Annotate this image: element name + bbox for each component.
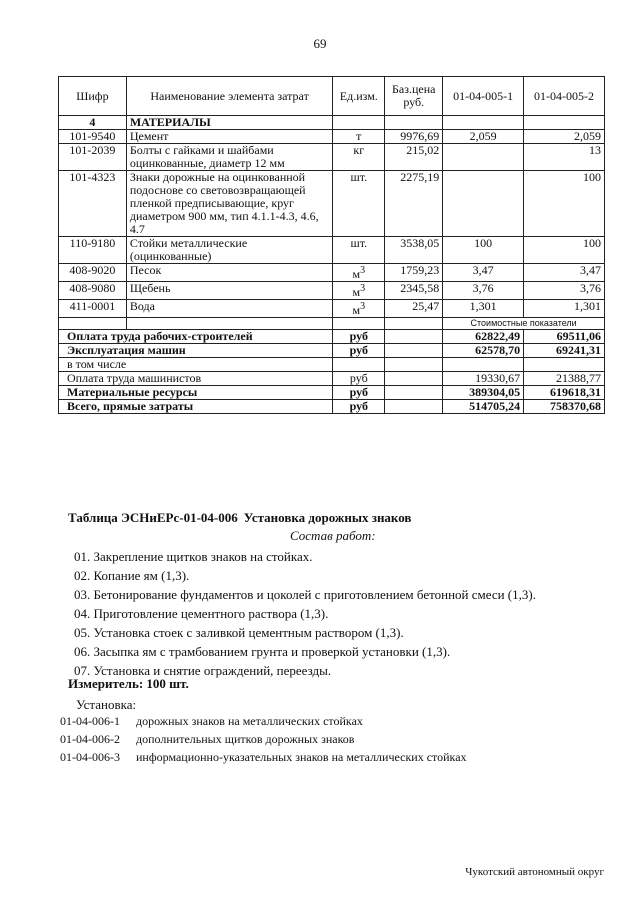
table-row [59, 237, 605, 264]
cost-header-spacer [126, 318, 332, 330]
row-value-2: 100 [524, 171, 605, 237]
cost-name: Оплата труда машинистов [59, 372, 333, 386]
resource-table [58, 76, 605, 414]
cost-unit: руб [333, 386, 385, 400]
row-name: Песок [126, 264, 332, 282]
row-unit [333, 300, 385, 318]
row-value-2: 13 [524, 144, 605, 171]
cost-spacer [385, 386, 443, 400]
row-price: 3538,05 [385, 237, 443, 264]
installation-code: 01-04-006-2 [60, 732, 120, 746]
works-list [74, 547, 536, 680]
installation-text: информационно-указательных знаков на металлических стойках [136, 750, 467, 764]
header-unit: Ед.изм. [333, 77, 385, 116]
installation-code: 01-04-006-3 [60, 750, 120, 764]
row-code: 408-9080 [59, 282, 127, 300]
row-unit-sup: 3 [360, 301, 366, 312]
cost-unit: руб [333, 344, 385, 358]
row-value-2: 1,301 [524, 300, 605, 318]
row-value-1 [443, 144, 524, 171]
work-item: 02. Копание ям (1,3). [74, 568, 190, 583]
row-code: 408-9020 [59, 264, 127, 282]
row-code: 101-2039 [59, 144, 127, 171]
row-price: 9976,69 [385, 130, 443, 144]
table-row [59, 144, 605, 171]
cost-name: Оплата труда рабочих-строителей [59, 330, 333, 344]
header-price: Баз.цена руб. [385, 77, 443, 116]
installation-text: дополнительных щитков дорожных знаков [136, 732, 355, 746]
table-row [59, 130, 605, 144]
work-item: 01. Закрепление щитков знаков на стойках. [74, 549, 313, 564]
table-title [62, 510, 411, 526]
row-value-1 [443, 171, 524, 237]
section-code: 4 [59, 116, 127, 130]
row-value-2: 3,47 [524, 264, 605, 282]
row-name: Вода [126, 300, 332, 318]
cost-name: Материальные ресурсы [59, 386, 333, 400]
cost-spacer [385, 400, 443, 414]
header-code: Шифр [59, 77, 127, 116]
cost-name: Всего, прямые затраты [59, 400, 333, 414]
cost-name: в том числе [59, 358, 333, 372]
cost-spacer [385, 344, 443, 358]
cost-name: Эксплуатация машин [59, 344, 333, 358]
row-unit-text: т [356, 129, 362, 143]
row-value-2: 2,059 [524, 130, 605, 144]
cost-spacer [385, 358, 443, 372]
table-title-label: Таблица ЭСНиЕРс-01-04-006 [68, 510, 238, 525]
row-price: 25,47 [385, 300, 443, 318]
row-name: Цемент [126, 130, 332, 144]
installation-item [60, 730, 467, 748]
work-item: 06. Засыпка ям с трамбованием грунта и проверкой установки (1,3). [74, 644, 451, 659]
footer-region: Чукотский автономный округ [465, 866, 604, 878]
row-unit-text: шт. [350, 236, 368, 250]
row-price: 1759,23 [385, 264, 443, 282]
page-number: 69 [313, 36, 327, 51]
row-name: Болты с гайками и шайбами оцинкованные, диаметр 12 мм [126, 144, 332, 171]
table-row [59, 264, 605, 282]
cost-value-1: 19330,67 [443, 372, 524, 386]
row-unit [333, 264, 385, 282]
cost-row [59, 372, 605, 386]
row-code: 411-0001 [59, 300, 127, 318]
row-value-1: 2,059 [443, 130, 524, 144]
installation-label: Установка: [76, 697, 137, 712]
table-header-row [59, 77, 605, 116]
works-heading: Состав работ: [290, 528, 376, 543]
installation-list [60, 712, 467, 766]
row-unit [333, 171, 385, 237]
row-unit-sup: 3 [360, 283, 366, 294]
work-item: 05. Установка стоек с заливкой цементным раствором (1,3). [74, 625, 404, 640]
row-unit-text: м [352, 267, 361, 281]
header-col-2: 01-04-005-2 [524, 77, 605, 116]
row-code: 110-9180 [59, 237, 127, 264]
row-price: 215,02 [385, 144, 443, 171]
row-unit-text: м [352, 303, 361, 317]
row-unit [333, 237, 385, 264]
row-value-1: 100 [443, 237, 524, 264]
cost-value-1: 389304,05 [443, 386, 524, 400]
cost-row [59, 386, 605, 400]
work-item: 07. Установка и снятие ограждений, переезды. [74, 663, 332, 678]
cost-spacer [385, 372, 443, 386]
meter: Измеритель: 100 шт. [68, 676, 189, 691]
row-name: Стойки металлические (оцинкованные) [126, 237, 332, 264]
table-row [59, 300, 605, 318]
cost-row [59, 330, 605, 344]
cost-row [59, 358, 605, 372]
row-unit-text: м [352, 285, 361, 299]
cost-header-row [59, 318, 605, 330]
header-col-1: 01-04-005-1 [443, 77, 524, 116]
cost-value-1 [443, 358, 524, 372]
cost-unit: руб [333, 372, 385, 386]
row-unit-text: шт. [350, 170, 368, 184]
row-unit [333, 130, 385, 144]
row-unit-text: кг [353, 143, 365, 157]
cost-value-2: 69241,31 [524, 344, 605, 358]
row-code: 101-4323 [59, 171, 127, 237]
cost-unit: руб [333, 400, 385, 414]
row-name: Знаки дорожные на оцинкованной подосновe со световозвращающей пленкой предписывающие, круг диаметром 900 мм, тип 4.1.1-4.3, 4.6, 4.7 [126, 171, 332, 237]
header-name: Наименование элемента затрат [126, 77, 332, 116]
table-row [59, 282, 605, 300]
cost-row [59, 400, 605, 414]
row-value-1: 3,76 [443, 282, 524, 300]
cost-header-spacer [385, 318, 443, 330]
row-price: 2275,19 [385, 171, 443, 237]
section-row [59, 116, 605, 130]
cost-unit [333, 358, 385, 372]
cost-row [59, 344, 605, 358]
section-name: МАТЕРИАЛЫ [126, 116, 332, 130]
cost-value-2: 21388,77 [524, 372, 605, 386]
row-code: 101-9540 [59, 130, 127, 144]
row-value-1: 3,47 [443, 264, 524, 282]
row-value-2: 100 [524, 237, 605, 264]
row-name: Щебень [126, 282, 332, 300]
row-unit-sup: 3 [360, 265, 366, 276]
cost-value-1: 514705,24 [443, 400, 524, 414]
row-unit [333, 282, 385, 300]
cost-header: Стоимостные показатели [443, 318, 605, 330]
work-item: 04. Приготовление цементного раствора (1,3). [74, 606, 329, 621]
cost-value-1: 62578,70 [443, 344, 524, 358]
row-value-2: 3,76 [524, 282, 605, 300]
table-row [59, 171, 605, 237]
cost-value-2: 69511,06 [524, 330, 605, 344]
installation-item [60, 712, 467, 730]
cost-spacer [385, 330, 443, 344]
installation-item [60, 748, 467, 766]
table-title-name: Установка дорожных знаков [243, 510, 412, 525]
installation-text: дорожных знаков на металлических стойках [136, 714, 363, 728]
cost-value-2 [524, 358, 605, 372]
cost-unit: руб [333, 330, 385, 344]
cost-value-1: 62822,49 [443, 330, 524, 344]
row-unit [333, 144, 385, 171]
work-item: 03. Бетонирование фундаментов и цоколей с приготовлением бетонной смеси (1,3). [74, 587, 536, 602]
installation-code: 01-04-006-1 [60, 714, 120, 728]
cost-value-2: 619618,31 [524, 386, 605, 400]
row-value-1: 1,301 [443, 300, 524, 318]
cost-header-spacer [333, 318, 385, 330]
cost-header-spacer [59, 318, 127, 330]
row-price: 2345,58 [385, 282, 443, 300]
cost-value-2: 758370,68 [524, 400, 605, 414]
